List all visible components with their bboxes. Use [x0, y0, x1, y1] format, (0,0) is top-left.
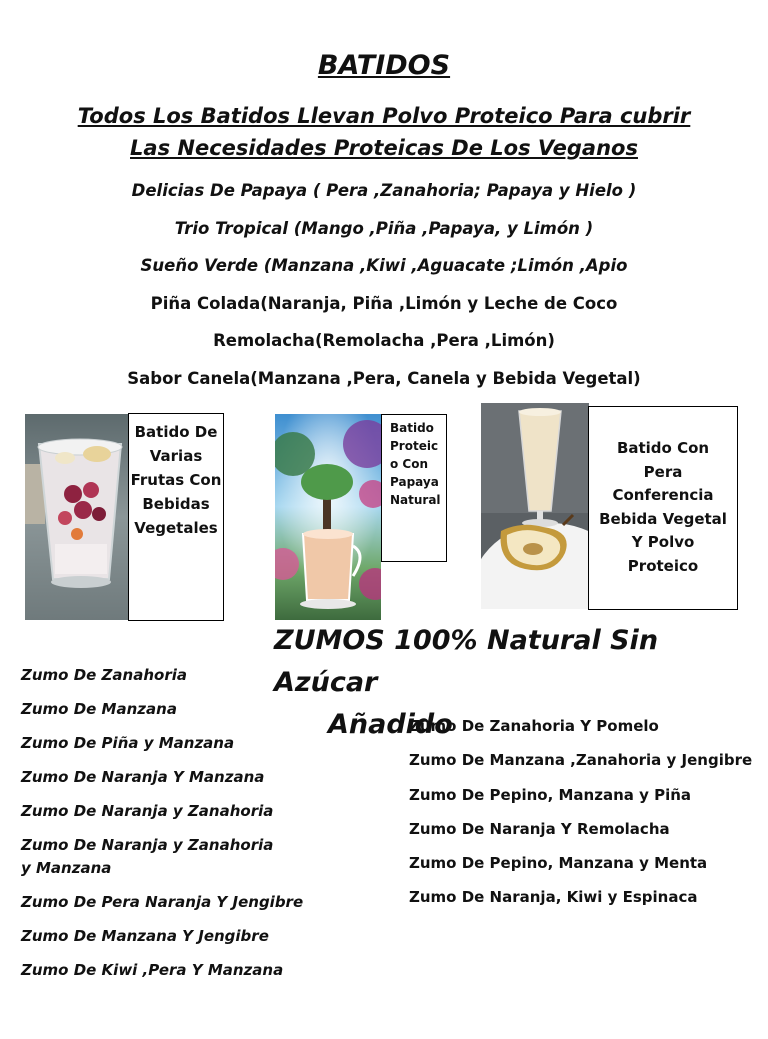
- zumos-title-line: ZUMOS 100% Natural Sin Azúcar: [274, 625, 659, 698]
- photo-papaya-shake: [275, 414, 381, 620]
- zumo-item: Zumo De Kiwi ,Pera Y Manzana: [21, 961, 284, 979]
- photo-caption: Batido De Varias Frutas Con Bebidas Vegetales: [128, 413, 224, 621]
- zumo-item: Zumo De Naranja Y Remolacha: [409, 819, 670, 838]
- photo-mixed-fruit-smoothie: [25, 414, 129, 620]
- zumos-right-list: [409, 715, 759, 921]
- page-subtitle: Todos Los Batidos Llevan Polvo Proteico Para cubrir Las Necesidades Proteicas De Los Veganos: [77, 104, 691, 160]
- zumo-item: Zumo De Manzana ,Zanahoria y Jengibre: [409, 751, 753, 770]
- zumo-item: Zumo De Zanahoria: [21, 666, 188, 684]
- batido-item: Sueño Verde (Manzana ,Kiwi ,Aguacate ;Limón ,Apio: [140, 256, 628, 276]
- photo-caption: Batido Con Pera Conferencia Bebida Vegetal Y Polvo Proteico: [588, 406, 738, 610]
- batido-item: Sabor Canela(Manzana ,Pera, Canela y Bebida Vegetal): [127, 368, 641, 388]
- photo-pear-shake: [481, 403, 589, 609]
- zumo-item: Zumo De Pepino, Manzana y Piña: [409, 785, 692, 804]
- batido-item: Piña Colada(Naranja, Piña ,Limón y Leche de Coco: [150, 293, 618, 313]
- zumo-item: Zumo De Manzana: [21, 700, 177, 718]
- batido-item: Remolacha(Remolacha ,Pera ,Limón): [213, 331, 555, 351]
- zumo-item: Zumo De Naranja Y Manzana: [21, 768, 265, 786]
- zumo-item: Zumo De Manzana Y Jengibre: [21, 927, 269, 945]
- zumo-item: Zumo De Naranja y Zanahoria: [21, 802, 274, 820]
- zumo-item: Zumo De Pepino, Manzana y Menta: [409, 854, 708, 873]
- zumo-item: Zumo De Pera Naranja Y Jengibre: [21, 893, 304, 911]
- page-title: BATIDOS: [317, 50, 451, 81]
- zumos-title-line: Añadido: [328, 709, 453, 740]
- zumo-item: Zumo De Piña y Manzana: [21, 734, 235, 752]
- zumo-item: Zumo De Zanahoria Y Pomelo: [409, 717, 659, 735]
- zumos-left-list: [21, 664, 321, 993]
- batido-item: Delicias De Papaya ( Pera ,Zanahoria; Papaya y Hielo ): [131, 181, 637, 200]
- photo-caption: Batido Proteic o Con Papaya Natural: [381, 414, 447, 562]
- batido-item: Trio Tropical (Mango ,Piña ,Papaya, y Limón ): [174, 218, 594, 238]
- zumo-item: Zumo De Naranja y Zanahoria y Manzana: [21, 836, 274, 877]
- zumo-item: Zumo De Naranja, Kiwi y Espinaca: [409, 888, 698, 907]
- batidos-list: [0, 172, 768, 398]
